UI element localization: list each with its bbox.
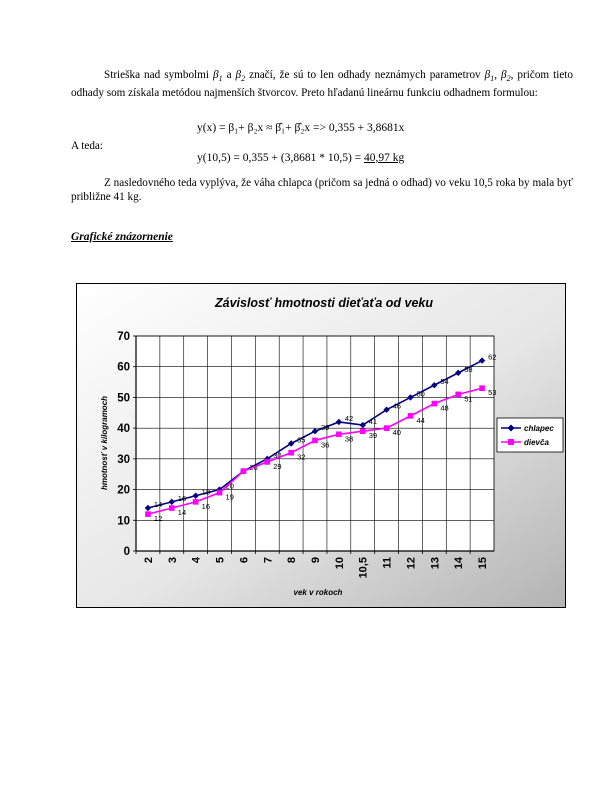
beta1-param-subscript: 1	[490, 74, 495, 84]
regression-formula: y(x) = β₁+ β₂x ≈ β̂₁+ β̂₂x => 0,355 + 3,8681x	[197, 122, 405, 134]
y-tick-label: 40	[117, 423, 130, 436]
x-tick-label: 3	[166, 557, 179, 564]
data-point-dievca	[264, 459, 270, 465]
x-tick-label: 8	[286, 557, 299, 564]
intro-text-c: značí, že sú to len odhady neznámych parametrov	[245, 69, 485, 81]
x-tick-label: 10	[333, 557, 346, 570]
beta2-param-subscript: 2	[506, 74, 511, 84]
intro-text-e: , pričom tieto odhady som získala metódou najmenších štvorcov. Preto hľadanú lineárnu funkciu odhadnem formulou:	[71, 69, 574, 100]
x-tick-label: 9	[310, 557, 322, 564]
data-label-chlapec: 20	[225, 481, 234, 491]
data-label-dievca: 12	[153, 514, 163, 524]
data-point-dievca	[312, 438, 318, 444]
estimate-expression: y(10,5) = 0,355 + (3,8681 * 10,5) =	[197, 152, 365, 164]
data-point-dievca	[408, 413, 414, 419]
data-label-chlapec: 16	[177, 493, 187, 503]
y-tick-label: 60	[117, 361, 130, 374]
data-point-dievca	[145, 511, 151, 517]
legend-label-chlapec: chlapec	[524, 424, 554, 433]
y-tick-label: 0	[123, 546, 130, 558]
data-label-chlapec: 58	[464, 364, 473, 374]
y-tick-label: 10	[117, 515, 130, 528]
intro-paragraph	[71, 68, 573, 100]
data-label-chlapec: 42	[344, 414, 354, 423]
data-point-dievca	[455, 392, 461, 398]
data-label-dievca: 39	[368, 431, 378, 441]
x-tick-label: 11	[381, 557, 394, 569]
x-tick-label: 6	[238, 557, 251, 564]
beta2-subscript: 2	[241, 74, 246, 84]
data-label-chlapec: 50	[416, 389, 425, 399]
x-tick-label: 10,5	[357, 557, 370, 579]
legend-label-dievca: dievča	[524, 438, 549, 447]
weight-age-chart	[76, 283, 566, 608]
estimate-result: 40,97 kg	[364, 152, 405, 164]
data-label-dievca: 40	[392, 428, 401, 438]
data-point-dievca	[193, 499, 199, 505]
data-label-dievca: 16	[201, 501, 211, 511]
x-tick-label: 13	[429, 557, 442, 570]
chart-svg	[76, 283, 566, 608]
data-label-chlapec: 41	[368, 417, 378, 427]
data-label-chlapec: 39	[321, 423, 330, 433]
y-tick-label: 50	[117, 392, 130, 405]
beta1-symbol: β	[212, 69, 219, 81]
data-point-dievca	[169, 505, 175, 511]
x-tick-label: 2	[142, 557, 155, 564]
data-label-dievca: 48	[440, 403, 449, 413]
chart-title: Závislosť hmotnosti dieťaťa od veku	[214, 296, 434, 310]
intro-text-d: ,	[494, 69, 502, 81]
data-label-dievca: 19	[225, 492, 234, 502]
data-label-chlapec: 18	[201, 487, 211, 497]
data-point-dievca	[479, 385, 485, 391]
data-label-chlapec: 62	[488, 352, 497, 362]
data-point-dievca	[217, 490, 223, 496]
data-label-chlapec: 26	[249, 463, 258, 473]
x-tick-label: 4	[190, 557, 203, 564]
data-point-dievca	[241, 468, 247, 474]
data-label-chlapec: 14	[153, 500, 163, 509]
data-label-dievca: 29	[273, 461, 282, 471]
data-point-dievca	[336, 431, 342, 437]
data-label-dievca: 36	[321, 440, 330, 450]
data-label-chlapec: 46	[392, 401, 401, 411]
beta2-param-symbol: β	[501, 69, 507, 81]
data-label-dievca: 44	[416, 415, 425, 425]
plot-area	[136, 336, 497, 551]
data-label-dievca: 51	[464, 394, 473, 404]
legend-marker-dievca	[508, 439, 514, 445]
y-tick-label: 70	[117, 331, 130, 343]
y-tick-label: 30	[117, 453, 130, 466]
teda-label: A teda:	[71, 140, 103, 152]
intro-text-b: a	[222, 69, 236, 81]
y-tick-label: 20	[117, 484, 130, 497]
section-heading: Grafické znázornenie	[71, 231, 173, 243]
y-axis-label: hmotnosť v kilogramoch	[100, 395, 109, 491]
x-tick-label: 12	[405, 557, 418, 570]
legend	[497, 418, 563, 452]
data-point-dievca	[432, 401, 438, 407]
intro-text-a: Strieška nad symbolmi	[104, 69, 213, 81]
x-tick-label: 15	[477, 557, 490, 570]
data-label-chlapec: 30	[273, 450, 282, 460]
x-tick-label: 7	[262, 557, 275, 564]
data-label-dievca: 53	[488, 388, 497, 398]
beta1-param-symbol: β	[484, 69, 491, 81]
data-point-dievca	[360, 428, 366, 434]
data-point-dievca	[384, 425, 390, 431]
estimate-formula	[197, 152, 404, 164]
x-tick-label: 5	[214, 557, 227, 564]
beta2-symbol: β	[235, 69, 242, 81]
x-tick-label: 14	[453, 557, 466, 570]
conclusion-paragraph: Z nasledovného teda vyplýva, že váha chlapca (pričom sa jedná o odhad) vo veku 10,5 roka by mala byť približne 41 kg.	[71, 177, 573, 203]
x-axis-label: vek v rokoch	[293, 588, 343, 597]
beta1-subscript: 1	[218, 74, 223, 84]
data-point-dievca	[288, 450, 294, 456]
data-label-dievca: 14	[177, 508, 187, 517]
data-label-chlapec: 35	[297, 435, 306, 445]
data-label-chlapec: 54	[440, 377, 449, 387]
data-label-dievca: 32	[297, 452, 306, 462]
data-label-dievca: 38	[344, 434, 354, 444]
